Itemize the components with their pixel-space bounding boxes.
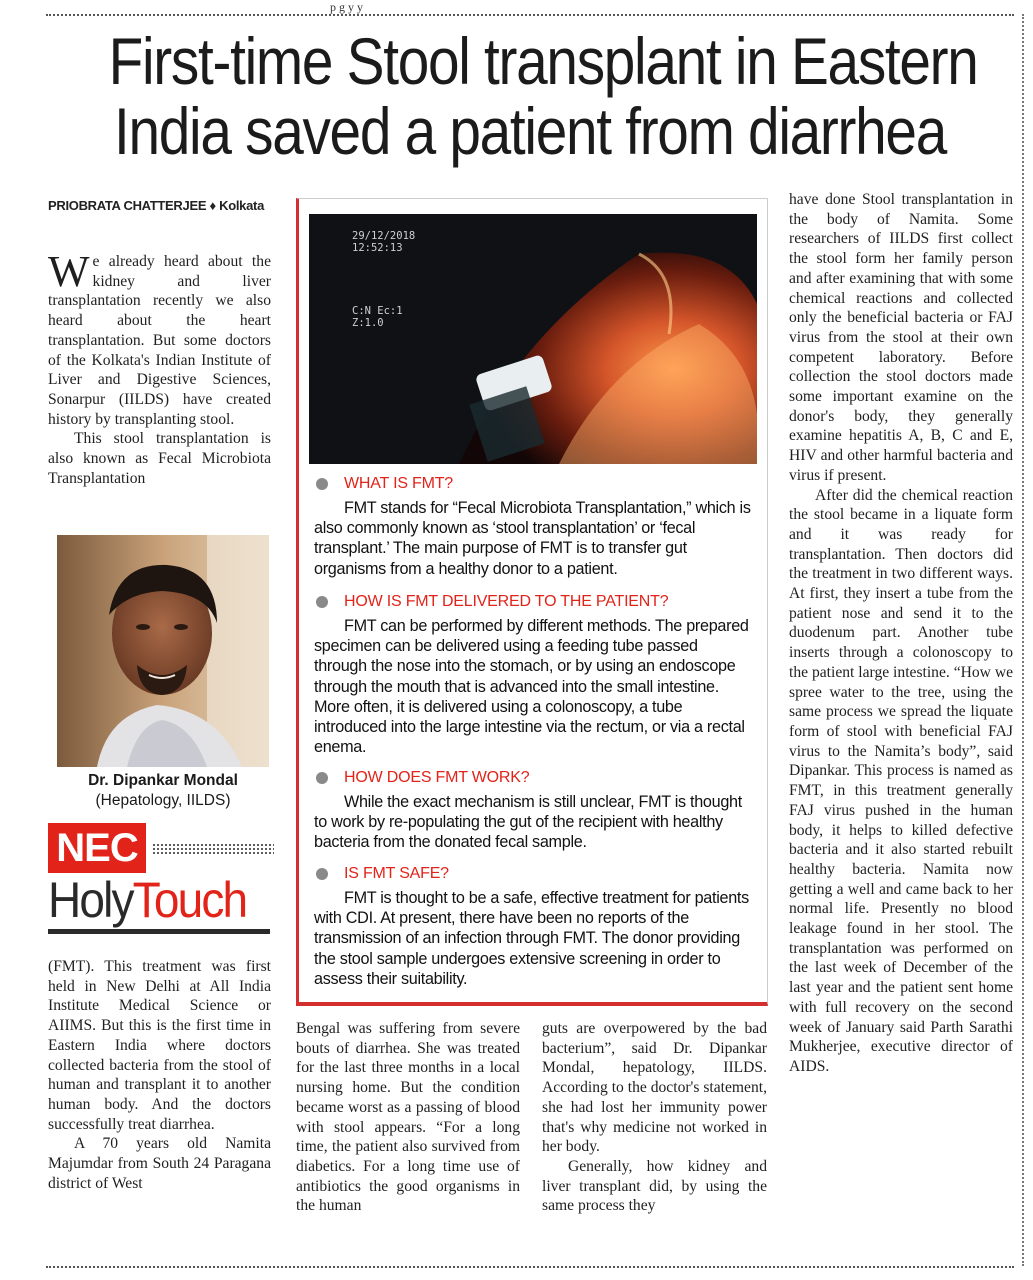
faq-answer: While the exact mechanism is still unclear, FMT is thought to work by re-populating the gut of the recipient with healthy bacteria from the donated fecal sample.	[314, 793, 742, 852]
paragraph: guts are overpowered by the bad bacterium”, said Dr. Dipankar Mondal, hepatology, IILDS. According to the doctor's statement, she had lost her immunity power that's why medicine not worked in her body.	[542, 1020, 767, 1156]
paragraph: Generally, how kidney and liver transplant did, by using the same process they	[542, 1157, 767, 1215]
faq-question: WHAT IS FMT?	[314, 474, 754, 494]
paragraph: This stool transplantation is also known as Fecal Microbiota Transplantation	[48, 430, 271, 487]
faq-question: HOW IS FMT DELIVERED TO THE PATIENT?	[314, 592, 754, 612]
column-4	[789, 190, 1013, 1077]
faq-item	[314, 592, 754, 757]
byline: PRIOBRATA CHATTERJEE ♦ Kolkata	[48, 198, 265, 213]
paragraph: We already heard about the kidney and liver transplantation recently we also heard about the heart transplantation. But some doctors of the Kolkata's Indian Institute of Liver and Digestive Sciences, Sonarpur (IILDS) have created history by transplanting stool.	[48, 247, 271, 428]
paragraph: have done Stool transplantation in the body of Namita. Some researchers of IILDS first collect the stool form her family person and after examining that with some chemical reactions and collected only the beneficial bacteria or FAJ virus from the stool at their own competent laboratory. Before collection the stool doctors made some important examine on the donor's body, they generally examine hepatitis A, B, C and E, HIV and other harmful bacteria and virus if present.	[789, 191, 1013, 484]
faq-answer: FMT can be performed by different methods. The prepared specimen can be delivered using a feeding tube passed through the nose into the stomach, or by using an endoscope through the mouth that is advanced into the small intestine. More often, it is delivered using a colonoscopy, a tube introduced into the large intestine via the rectum, or via a rectal enema.	[314, 617, 749, 757]
right-dotted-rule	[1022, 14, 1024, 1266]
column-1-top	[48, 247, 271, 488]
faq-answer: FMT is thought to be a safe, effective treatment for patients with CDI. At present, there have been no reports of the transmission of an infection through FMT. The donor providing the stool sample undergoes extensive screening in order to assess their suitability.	[314, 889, 749, 988]
faq-item	[314, 768, 754, 853]
headline-line-2: India saved a patient from diarrhea	[113, 94, 946, 168]
paragraph: After did the chemical reaction the stool became in a liquate form and it was ready for transplantation. Then doctors did the treatment in two different ways. At first, they insert a tube from the patient nose and send it to the duodenum part. Another tube inserts through a colonoscopy to the patient large intestine. “How we spree water to the tree, using the same process we spread the liquate form of stool with beneficial FAJ virus to the Namita’s body”, said Dipankar. This process is named as FMT, in this treatment generally FAJ virus pushed in the human body, it helps to killed defective bacteria and it also started rebuilt healthy bacteria. Namita now getting a well and came back to her normal life. Presently no blood leakage found in her stool. The transplantation was performed on the last week of December of the last year and the patient sent home with full recovery on the second week of January said Parth Sarathi Mukherjee, executive director of AIDS.	[789, 486, 1014, 1075]
caption-name: Dr. Dipankar Mondal	[88, 772, 238, 789]
faq-item	[314, 474, 754, 579]
faq-question: IS FMT SAFE?	[314, 864, 754, 884]
caption-role: (Hepatology, IILDS)	[95, 792, 231, 809]
bottom-dotted-rule	[46, 1266, 1014, 1268]
headline-line-1: First-time Stool transplant in Eastern	[108, 24, 978, 98]
faq-item	[314, 864, 754, 989]
headline	[108, 24, 978, 168]
column-1-bottom	[48, 957, 271, 1193]
logo-underline	[48, 929, 270, 934]
nec-badge: NEC	[48, 823, 146, 873]
drop-cap: W	[48, 247, 90, 296]
paragraph: A 70 years old Namita Majumdar from South 24 Paragana district of West	[48, 1135, 271, 1192]
endoscopy-settings: C:N Ec:1 Z:1.0	[352, 305, 403, 329]
nec-holytouch-logo	[48, 823, 274, 935]
top-dotted-rule	[46, 14, 1014, 16]
cut-off-top-text: p g y y	[330, 0, 363, 14]
paragraph: (FMT). This treatment was first held in New Delhi at All India Institute Medical Science or AIIMS. But this is the first time in Eastern India where doctors collected bacteria from the stool of human and transplant it to another human body. And the doctors successfully treat diarrhea.	[48, 958, 271, 1133]
faq-question: HOW DOES FMT WORK?	[314, 768, 754, 788]
column-3-bottom	[542, 1019, 767, 1216]
paragraph: Bengal was suffering from severe bouts of diarrhea. She was treated for the last three months in a local nursing home. But the condition became worst as a passing of blood with stool appears. “For a long time, the patient also survived from diabetics. For a long time use of antibiotics the good organisms in the human	[296, 1020, 520, 1215]
doctor-portrait-photo	[57, 535, 269, 767]
holytouch-wordmark: HolyTouch	[48, 872, 247, 928]
faq-answer: FMT stands for “Fecal Microbiota Transplantation,” which is also commonly known as ‘stool transplantation’ or ‘fecal transplant.’ The main purpose of FMT is to transfer gut organisms from a healthy donor to a patient.	[314, 499, 751, 578]
photo-caption	[48, 771, 278, 811]
dotted-pattern	[152, 843, 274, 855]
column-2-bottom	[296, 1019, 520, 1216]
endoscopy-timestamp: 29/12/2018 12:52:13	[352, 230, 416, 254]
